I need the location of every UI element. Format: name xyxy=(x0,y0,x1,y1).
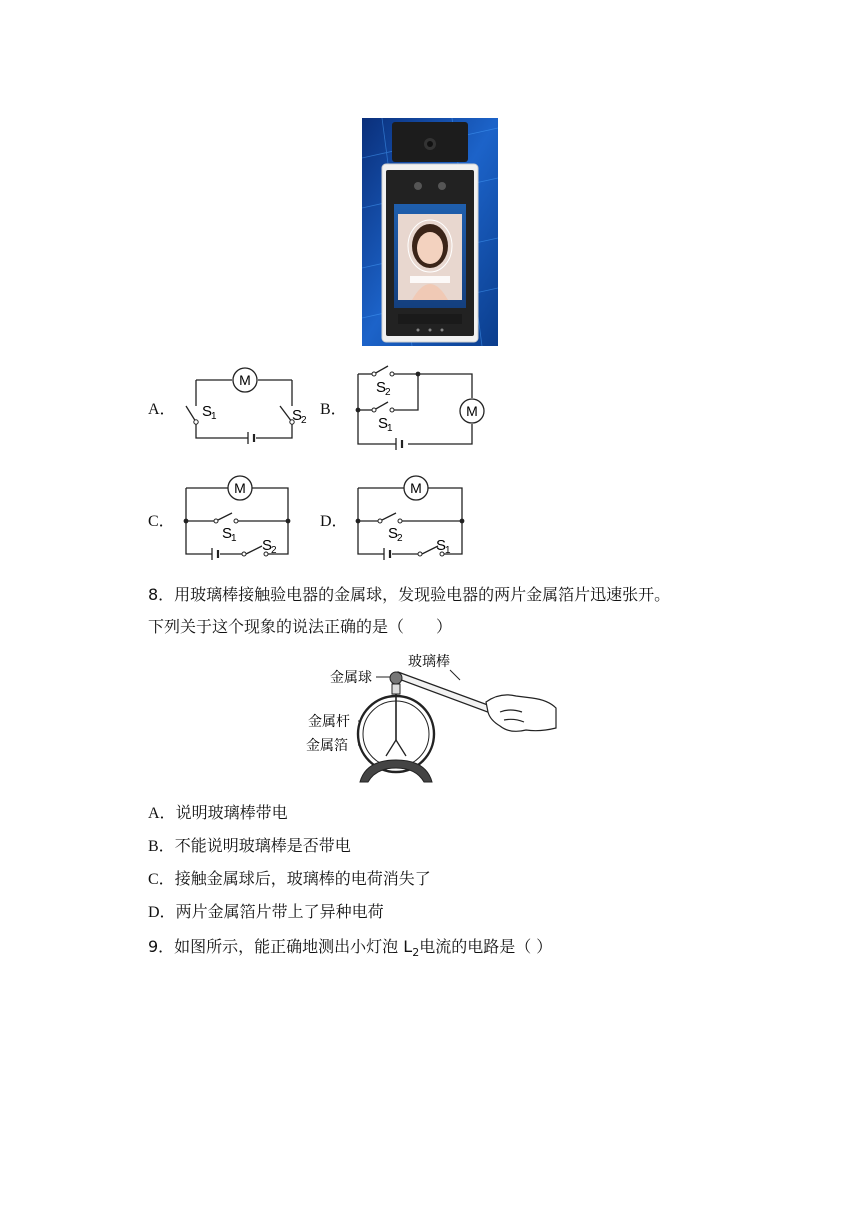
switch-s1-subscript: 1 xyxy=(387,423,393,434)
motor-label: M xyxy=(466,403,478,419)
face-recognition-device-photo xyxy=(362,118,498,346)
switch-s2-label: S xyxy=(376,379,387,396)
switch-s1-label: S xyxy=(222,525,233,542)
choice-letter: D． xyxy=(148,904,176,921)
motor-icon xyxy=(233,368,257,392)
choice-text: 接触金属球后，玻璃棒的电荷消失了 xyxy=(174,869,431,888)
choice-c[interactable] xyxy=(148,869,431,890)
choice-b[interactable] xyxy=(148,836,351,857)
switch-s2-subscript: 2 xyxy=(385,387,391,398)
option-d-label: D． xyxy=(320,513,348,530)
switch-s1-subscript: 1 xyxy=(211,411,217,422)
label-metal-stem: 金属杆 xyxy=(308,714,350,730)
label-metal-foil: 金属箔 xyxy=(306,738,348,754)
choice-letter: A． xyxy=(148,805,176,822)
switch-s2-subscript: 2 xyxy=(301,415,307,426)
switch-s1-label: S xyxy=(436,537,447,554)
option-c-label: C． xyxy=(148,513,175,530)
label-metal-ball: 金属球 xyxy=(330,670,372,686)
motor-label: M xyxy=(234,480,246,496)
question-8-stem-line1: 8．用玻璃棒接触验电器的金属球，发现验电器的两片金属箔片迅速张开。 xyxy=(148,585,671,604)
switch-s2-label: S xyxy=(388,525,399,542)
motor-label: M xyxy=(410,480,422,496)
circuit-diagram-b xyxy=(352,362,492,462)
motor-icon xyxy=(460,399,484,423)
choice-letter: C． xyxy=(148,871,175,888)
choice-text: 两片金属箔片带上了异种电荷 xyxy=(175,902,384,921)
motor-label: M xyxy=(239,372,251,388)
question-9-stem xyxy=(148,937,552,963)
question-8-stem-line2: 下列关于这个现象的说法正确的是（ ） xyxy=(148,617,453,636)
question-9-stem-subscript: 2 xyxy=(412,946,420,960)
switch-s1-subscript: 1 xyxy=(231,533,237,544)
motor-icon xyxy=(228,476,252,500)
hand-icon xyxy=(486,695,556,731)
switch-s2-subscript: 2 xyxy=(271,545,277,556)
circuit-diagram-c xyxy=(180,474,300,568)
choice-text: 说明玻璃棒带电 xyxy=(175,803,288,822)
switch-s2-label: S xyxy=(262,537,273,554)
question-9-stem-before: 9．如图所示，能正确地测出小灯泡 L xyxy=(148,937,413,956)
switch-s2-label: S xyxy=(292,407,303,424)
choice-a[interactable] xyxy=(148,803,288,824)
circuit-diagram-d xyxy=(352,474,472,568)
switch-s1-subscript: 1 xyxy=(445,545,451,556)
label-glass-rod: 玻璃棒 xyxy=(408,654,450,670)
circuit-diagram-a xyxy=(180,362,320,456)
electroscope-figure xyxy=(300,648,562,792)
motor-icon xyxy=(404,476,428,500)
choice-letter: B． xyxy=(148,838,175,855)
option-b-label: B． xyxy=(320,401,347,418)
choice-d[interactable] xyxy=(148,902,384,923)
switch-s1-label: S xyxy=(378,415,389,432)
option-a-label: A． xyxy=(148,401,176,418)
switch-s2-subscript: 2 xyxy=(397,533,403,544)
choice-text: 不能说明玻璃棒是否带电 xyxy=(174,836,351,855)
question-9-stem-after: 电流的电路是（ ） xyxy=(419,937,553,956)
switch-s1-label: S xyxy=(202,403,213,420)
